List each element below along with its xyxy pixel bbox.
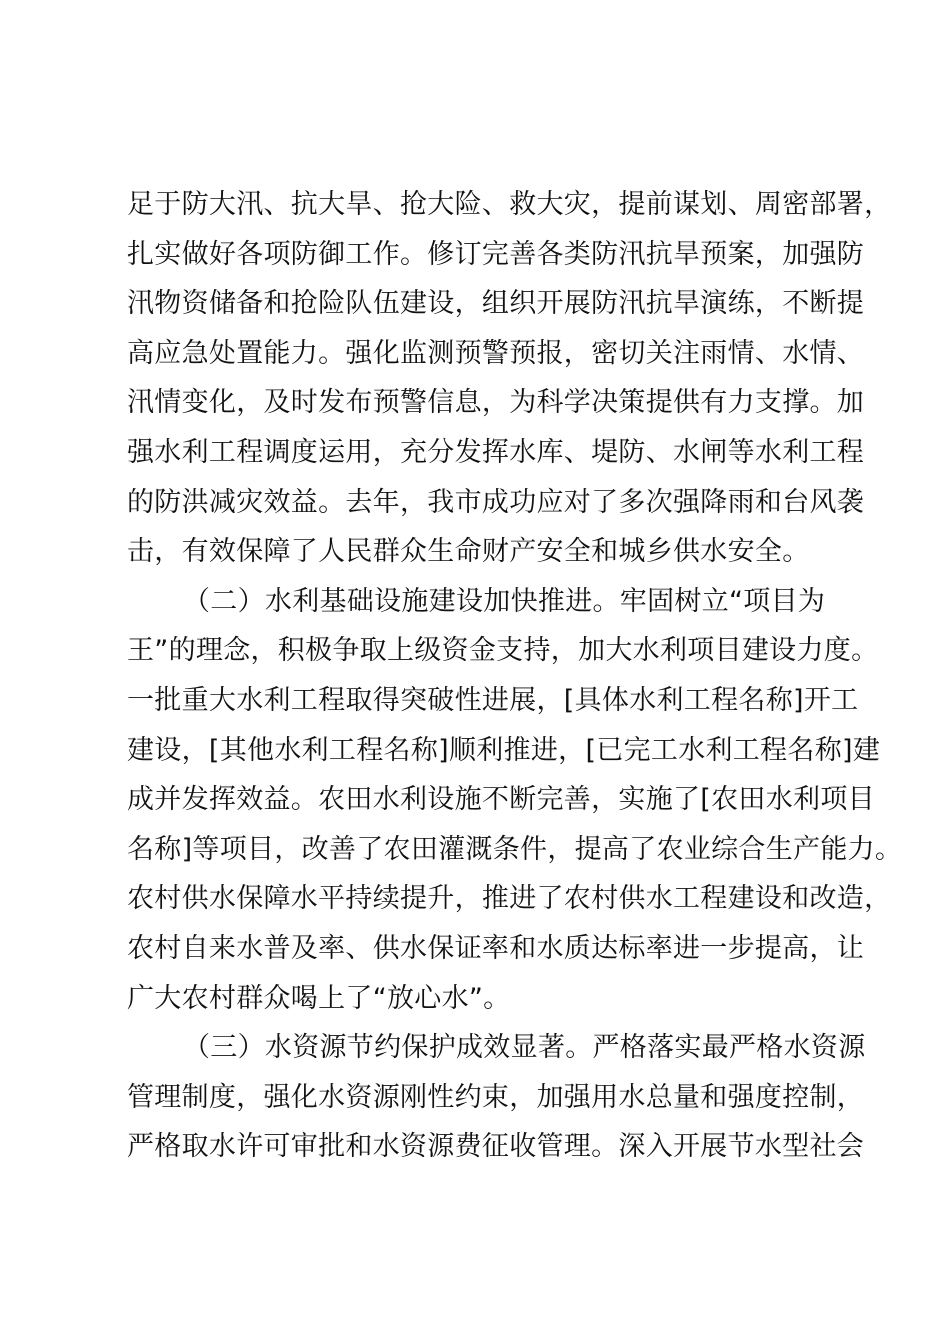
text-line: 高应急处置能力。强化监测预警预报，密切关注雨情、水情、	[127, 337, 865, 369]
text-line: 汛物资储备和抢险队伍建设，组织开展防汛抗旱演练，不断提	[127, 288, 865, 320]
text-line: 强水利工程调度运用，充分发挥水库、堤防、水闸等水利工程	[127, 436, 865, 468]
text-line: 名称]等项目，改善了农田灌溉条件，提高了农业综合生产能力。	[127, 833, 903, 865]
text-line: 广大农村群众喝上了“放心水”。	[127, 982, 511, 1014]
text-line: 汛情变化，及时发布预警信息，为科学决策提供有力支撑。加	[127, 387, 865, 419]
text-line: 的防洪减灾效益。去年，我市成功应对了多次强降雨和台风袭	[127, 486, 865, 518]
text-line: 击，有效保障了人民群众生命财产安全和城乡供水安全。	[127, 536, 810, 568]
text-line: 扎实做好各项防御工作。修订完善各类防汛抗旱预案，加强防	[127, 238, 865, 270]
section-heading-line: （三）水资源节约保护成效显著。严格落实最严格水资源	[183, 1032, 866, 1064]
text-line: 一批重大水利工程取得突破性进展，[具体水利工程名称]开工	[127, 684, 859, 716]
text-line: 管理制度，强化水资源刚性约束，加强用水总量和强度控制，	[127, 1081, 865, 1113]
section-heading-line: （二）水利基础设施建设加快推进。牢固树立“项目为	[183, 585, 826, 617]
text-line: 足于防大汛、抗大旱、抢大险、救大灾，提前谋划、周密部署，	[127, 189, 892, 220]
text-line: 王”的理念，积极争取上级资金支持，加大水利项目建设力度。	[127, 635, 879, 667]
text-line: 严格取水许可审批和水资源费征收管理。深入开展节水型社会	[127, 1131, 865, 1163]
document-body	[127, 180, 903, 1172]
text-line: 农村供水保障水平持续提升，推进了农村供水工程建设和改造，	[127, 883, 892, 915]
text-line: 建设，[其他水利工程名称]顺利推进，[已完工水利工程名称]建	[127, 734, 881, 766]
text-line: 成并发挥效益。农田水利设施不断完善，实施了[农田水利项目	[127, 784, 875, 816]
text-line: 农村自来水普及率、供水保证率和水质达标率进一步提高，让	[127, 932, 865, 964]
